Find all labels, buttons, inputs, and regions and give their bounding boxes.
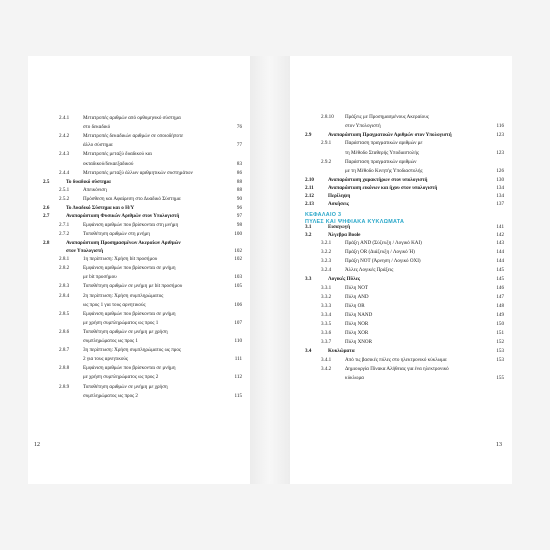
toc-entry-title: Τοποθέτηση αριθμών σε μνήμη με bit προσήμου [83,283,183,290]
toc-entry-title: Εμφάνιση αριθμών που βρίσκονται σε μνήμη [83,365,176,372]
toc-entry-page: 102 [234,247,242,254]
toc-entry-page: 112 [234,374,242,381]
toc-entry-title: Άλλες Λογικές Πράξεις [345,267,394,274]
toc-entry-page: 98 [236,221,242,228]
toc-entry-title: Απεικόνιση [83,186,107,193]
toc-entry-page: 103 [234,274,242,281]
toc-entry-number: 2.8.9 [59,383,70,390]
toc-entry-title: οκταδικού/δεκαεξαδικού [83,160,134,167]
toc-entry-page: 96 [236,205,242,212]
toc-entry-page: 90 [236,196,242,202]
toc-entry-title: Αναπαράσταση χαρακτήρων στον υπολογιστή [328,176,428,183]
chapter-heading: ΚΕΦΑΛΑΙΟ 3 [305,211,342,218]
toc-entry-number: 3.2.4 [321,267,332,274]
toc-entry-number: 3.4.1 [321,356,332,363]
toc-entry-title: Περίληψη [328,193,351,200]
toc-entry-title: Εμφάνιση αριθμών που βρίσκονται στη μνήμη [83,221,179,228]
toc-entry-number: 2.12 [305,193,314,200]
left-page [28,56,250,484]
toc-entry-page: 97 [236,213,242,220]
toc-entry-title: Πύλη NOR [345,321,369,327]
toc-entry-number: 2.9 [305,132,312,139]
toc-entry-title: Τοποθέτηση αριθμών σε μνήμη με χρήση [83,328,168,335]
toc-entry-title: Αναπαράσταση εικόνων και ήχου στον υπολογιστή [328,185,438,191]
toc-entry-number: 2.8.6 [59,328,70,335]
toc-entry-page: 147 [496,293,504,300]
toc-entry-page: 144 [496,249,504,256]
toc-entry-number: 2.7.2 [59,230,70,237]
toc-entry-title: Πύλη AND [345,293,369,300]
toc-entry-title: Εισαγωγή [328,223,350,230]
toc-entry-title: Πράξη AND (Σύζευξη / Λογικό ΚΑΙ) [345,240,422,246]
toc-entry-page: 155 [496,374,504,381]
toc-entry-page: 145 [496,267,504,274]
toc-entry-number: 2.8.2 [59,265,70,272]
toc-entry-title: Αναπαράσταση Προσημασμένων Ακεραίων Αριθμών [66,239,181,246]
toc-entry-title: Εμφάνιση αριθμών που βρίσκονται σε μνήμη [83,265,176,272]
toc-entry-title: Πύλη XOR [345,330,369,337]
toc-entry-title: Πράξη OR (Διάζευξη / Λογικό Ή) [345,249,415,256]
toc-entry-number: 3.3 [305,276,312,283]
toc-entry-title: Το Δυαδικό Σύστημα και ο Η/Υ [66,205,135,212]
toc-entry-title: με χρήση συμπληρώματος ως προς 1 [83,319,159,326]
toc-entry-title: στον Υπολογιστή [66,247,104,254]
toc-entry-number: 2.8.8 [59,365,70,372]
toc-entry-number: 2.9.1 [321,140,332,147]
toc-entry-page: 105 [234,283,242,290]
toc-entry-page: 115 [234,392,242,399]
toc-entry-title: με bit προσήμου [83,274,117,281]
toc-entry-title: 3η περίπτωση: Χρήση συμπληρώματος ως προς [83,347,181,354]
toc-entry-page: 88 [236,178,242,185]
toc-entry-page: 134 [496,185,504,191]
toc-entry-number: 2.5.1 [59,186,70,193]
toc-entry-number: 3.1 [305,223,312,230]
toc-entry-page: 102 [234,256,242,263]
toc-entry-number: 2.6 [43,205,50,212]
toc-entry-number: 3.2.3 [321,258,332,265]
toc-entry-title: Παράσταση πραγματικών αριθμών [345,158,417,165]
toc-entry-page: 148 [496,302,504,309]
toc-entry-title: Αναπαράσταση Πραγματικών Αριθμών στον Υπολογιστή [328,132,452,139]
toc-entry-title: Από τις βασικές πύλες στο ηλεκτρονικό κύκλωμα [345,356,447,363]
toc-entry-number: 2.5 [43,178,50,185]
toc-entry-number: 3.4.2 [321,365,332,372]
toc-entry-page: 116 [496,123,504,130]
toc-entry-page: 142 [496,231,504,238]
toc-entry-page: 143 [496,240,504,246]
toc-entry-title: Πράξεις με Προσημασμένους Ακεραίους [345,114,429,120]
toc-entry-title: Πύλη XNOR [345,339,372,346]
toc-entry-title: Το δυαδικό σύστημα [66,178,111,185]
toc-entry-page: 106 [234,301,242,308]
toc-entry-page: 100 [234,230,242,237]
toc-entry-title: Πρόσθεση και Αφαίρεση στο Δυαδικό Σύστημα [83,196,181,202]
toc-entry-page: 107 [234,319,242,326]
toc-entry-number: 2.5.2 [59,196,70,202]
toc-entry-title: Πύλη NOT [345,284,369,291]
toc-entry-number: 3.3.4 [321,311,332,318]
toc-entry-page: 151 [496,330,504,337]
toc-entry-page: 111 [234,356,242,363]
toc-entry-title: Μετατροπές αριθμών από ορθομηνικό σύστημα [83,115,181,121]
toc-entry-number: 3.2 [305,231,312,238]
toc-entry-page: 150 [496,321,504,327]
toc-entry-number: 2.7 [43,213,50,220]
toc-entry-title: συμπληρώματος ως προς 1 [83,338,138,344]
book-gutter [250,56,290,484]
toc-entry-number: 3.3.5 [321,321,332,327]
toc-entry-title: τη Μέθοδο Σταθερής Υποδιαστολής [345,149,420,156]
toc-entry-title: Ασκήσεις [328,201,349,208]
toc-entry-number: 3.3.1 [321,284,332,291]
toc-entry-title: Μετατροπές μεταξύ άλλων αριθμητικών συστημάτων [83,169,193,176]
toc-entry-title: Πύλη NAND [345,311,373,318]
toc-entry-page: 144 [496,258,504,265]
toc-entry-number: 2.13 [305,201,314,208]
toc-entry-page: 123 [496,132,504,139]
toc-entry-page: 83 [236,160,242,167]
toc-entry-title: Τοποθέτηση αριθμών στη μνήμη [83,230,150,237]
chapter-heading: ΠΥΛΕΣ ΚΑΙ ΨΗΦΙΑΚΑ ΚΥΚΛΩΜΑΤΑ [305,218,405,225]
toc-entry-title: Μετατροπές μεταξύ δυαδικού και [83,151,152,158]
right-page [290,56,512,484]
toc-entry-number: 3.2.2 [321,249,332,256]
toc-entry-page: 77 [236,142,242,149]
toc-entry-number: 2.4.3 [59,151,70,158]
toc-entry-number: 2.8 [43,239,50,246]
toc-entry-title: Πράξη NOT (Άρνηση / Λογικό ΟΧΙ) [345,258,421,265]
page-number-left: 12 [34,442,40,448]
toc-entry-title: με χρήση συμπληρώματος ως προς 2 [83,374,159,381]
toc-entry-title: άλλο σύστημα [83,142,113,149]
toc-entry-number: 2.4.1 [59,115,70,121]
page-number-right: 13 [496,442,502,448]
toc-entry-title: Τοποθέτηση αριθμών σε μνήμη με χρήση [83,383,168,390]
toc-entry-number: 2.8.5 [59,310,70,317]
toc-entry-number: 2.11 [305,185,314,191]
toc-entry-title: Δημιουργία Πίνακα Αλήθειας για ένα ηλεκτρονικό [345,365,449,372]
toc-entry-page: 137 [496,201,504,208]
toc-entry-number: 3.3.3 [321,302,332,309]
toc-entry-page: 146 [496,284,504,291]
toc-entry-page: 86 [236,169,242,176]
toc-entry-title: ως προς 1 για τους αρνητικούς [83,301,146,308]
toc-entry-page: 130 [496,176,504,183]
toc-entry-title: στο δεκαδικό [83,124,111,131]
toc-entry-number: 2.4.2 [59,133,70,140]
toc-entry-number: 2.7.1 [59,221,70,228]
toc-entry-page: 153 [496,356,504,363]
toc-entry-title: Άλγεβρα Boole [328,231,361,238]
toc-entry-title: στον Υπολογιστή [345,123,381,130]
toc-entry-title: Πύλη OR [345,302,365,309]
toc-entry-number: 3.3.7 [321,339,332,346]
toc-entry-page: 149 [496,311,504,318]
toc-entry-page: 152 [496,339,504,346]
toc-entry-page: 76 [236,124,242,131]
toc-entry-number: 3.3.6 [321,330,332,337]
toc-entry-title: με τη Μέθοδο Κινητής Υποδιαστολής [345,167,423,174]
toc-entry-page: 134 [496,193,504,200]
toc-entry-page: 110 [234,338,242,344]
toc-entry-title: Παράσταση πραγματικών αριθμών με [345,140,423,147]
toc-entry-title: Μετατροπές δεκαδικών αριθμών σε οποιοδήποτε [83,133,184,140]
toc-entry-title: 2η περίπτωση: Χρήση συμπληρώματος [83,292,164,299]
toc-entry-page: 88 [236,186,242,193]
toc-entry-number: 3.4 [305,348,312,355]
toc-entry-title: Αναπαράσταση Φυσικών Αριθμών στον Υπολογιστή [66,213,180,220]
toc-entry-number: 3.2.1 [321,240,332,246]
toc-entry-title: Λογικές Πύλες [328,276,361,283]
toc-entry-title: 1η περίπτωση: Χρήση bit προσήμου [83,256,158,263]
toc-entry-title: 2 για τους αρνητικούς [83,356,128,363]
toc-entry-number: 2.8.3 [59,283,70,290]
toc-entry-page: 141 [496,223,504,230]
toc-entry-page: 145 [496,276,504,283]
toc-entry-number: 2.9.2 [321,158,332,165]
toc-entry-title: συμπληρώματος ως προς 2 [83,392,138,399]
toc-entry-page: 123 [496,149,504,156]
toc-entry-number: 2.4.4 [59,169,70,176]
toc-entry-number: 2.8.1 [59,256,70,263]
toc-entry-number: 2.8.10 [321,114,334,120]
toc-entry-page: 126 [496,167,504,174]
toc-entry-number: 2.8.4 [59,292,70,299]
toc-entry-page: 153 [496,348,504,355]
toc-entry-number: 3.3.2 [321,293,332,300]
toc-entry-title: Κυκλώματα [328,348,355,355]
toc-entry-title: κύκλωμα [345,374,364,381]
toc-entry-number: 2.10 [305,176,314,183]
toc-entry-number: 2.8.7 [59,347,70,354]
toc-entry-title: Εμφάνιση αριθμών που βρίσκονται σε μνήμη [83,310,176,317]
